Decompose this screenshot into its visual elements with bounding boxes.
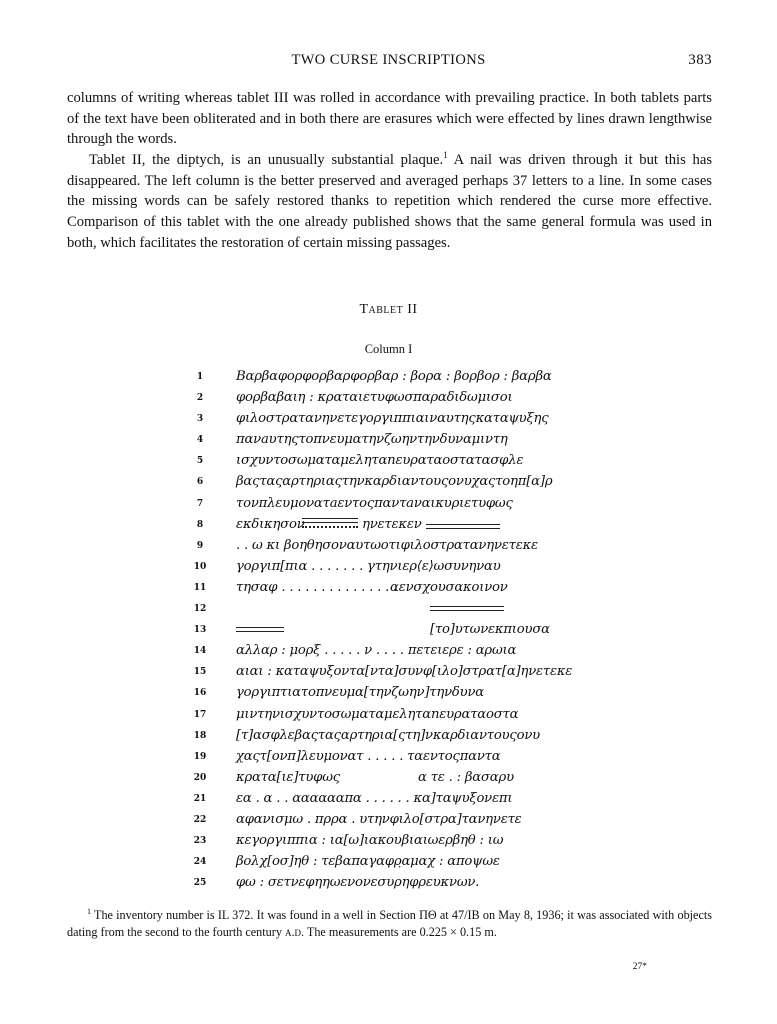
line-number: 16	[193, 688, 207, 699]
inscription-line	[190, 600, 550, 621]
line-number: 4	[196, 435, 204, 446]
paragraph-2-lead: Tablet II, the diptych, is an unusually substantial plaque.	[89, 152, 444, 168]
inscription-line	[190, 410, 550, 431]
erasure-lines	[236, 627, 284, 632]
line-number: 1	[196, 372, 204, 382]
footnote-reference[interactable]: 1	[443, 150, 448, 161]
line-number: 5	[196, 456, 204, 467]
line-text: φορβαβαιη : κραταιετυφωσπαραδιδωμισοι	[236, 390, 513, 406]
paragraph-2	[67, 150, 712, 254]
inscription-line	[190, 811, 550, 832]
line-number: 12	[193, 604, 207, 615]
inscription-line	[190, 727, 550, 748]
line-number: 20	[193, 772, 207, 783]
footnote-body-b: The measurements are 0.225 × 0.15 m.	[304, 925, 497, 939]
footnote	[67, 907, 712, 941]
running-title: TWO CURSE INSCRIPTIONS	[291, 52, 486, 68]
line-number: 19	[193, 751, 207, 762]
inscription-line	[190, 642, 550, 663]
paragraph-1	[67, 88, 712, 150]
line-number: 6	[196, 477, 204, 488]
page-number: 383	[688, 52, 712, 68]
line-text-a: κρατα[ιε]τυφως	[236, 769, 340, 785]
line-number: 21	[193, 793, 207, 804]
paragraph-1-text: columns of writing whereas tablet III was rolled in accordance with prevailing practice. In both tablets parts of the text have been obliterated and in both there are erasures which were effected by lines drawn lengthwise through the words.	[67, 90, 712, 148]
line-text: [τ]ασφλεβαςταςαρτηρια[ςτη]νκαρδιαντουςονυ	[236, 727, 540, 743]
paragraph-2-rest: A nail was driven through it but this has disappeared. The left column is the better preserved and averaged perhaps 37 letters to a line. In some cases the missing words can be safely restored thanks to repetition which rendered the curse more effective. Comparison of this tablet with the one already published shows that the same general formula was used in both, which facilitates the restoration of certain missing passages.	[67, 152, 713, 251]
line-text: μιντηνισχυντοσωματαμεληταnευραταοστα	[236, 706, 519, 722]
line-number: 13	[193, 625, 207, 636]
inscription-line	[190, 748, 550, 769]
footnote-text	[67, 907, 712, 941]
line-number: 24	[193, 857, 207, 868]
inscription-line	[190, 790, 550, 811]
signature-mark: 27*	[632, 962, 647, 972]
line-text-b: ηνετεκεν	[362, 516, 422, 532]
line-text: τονπλευμονατaεντοςπαντaναικυριετυφως	[236, 495, 513, 511]
line-text: γοργιπτιατοπνευμα[τηνζωην]τηνδυνα	[236, 685, 484, 701]
line-text: εα . α . . ααααααπα . . . . . . κα]ταψυξονεπι	[236, 790, 513, 806]
line-number: 25	[193, 878, 207, 889]
line-text: φιλοστρατανηνετεγοργιππιαιναυτηςκαταψυξης	[236, 411, 549, 427]
line-number: 9	[196, 540, 204, 551]
erasure-lines	[302, 518, 358, 523]
line-number: 15	[193, 667, 207, 678]
line-text-a: εκδικησον	[236, 516, 305, 532]
inscription-lines	[190, 368, 573, 895]
line-text: Βαρβαφορφορβαρφορβαρ : βορα : βορβορ : βαρβα	[236, 369, 552, 384]
line-text: αφανισμω . πρρα . υτηνφιλο[στρα]τανηνετε	[236, 811, 522, 827]
line-text-b: α τε . : βασαρυ	[418, 769, 514, 785]
line-number: 14	[193, 646, 207, 657]
inscription-line	[190, 368, 550, 389]
line-text: χαςτ[ονπ]λευμονατ . . . . . ταεντοςπαντα	[236, 748, 501, 764]
inscription-line	[190, 431, 550, 452]
line-number: 7	[196, 498, 204, 509]
line-text: βαςταςαρτηριαςτηνκαρδιαντουςονυχαςτοηπ[α]ρ	[236, 474, 553, 490]
paragraph-2-text	[67, 150, 712, 254]
inscription-line	[190, 389, 550, 410]
inscription-line	[190, 706, 550, 727]
line-text: βολχ[οσ]ηθ : τεβαπαγαφρ̣αμαχ : αποψωε	[236, 854, 500, 870]
line-number: 17	[193, 709, 207, 720]
tablet-heading: Tablet II	[359, 302, 418, 317]
line-number: 11	[193, 582, 207, 593]
inscription-line	[190, 853, 550, 874]
inscription-line	[190, 537, 550, 558]
line-text: γοργιπ[πια . . . . . . . γτηνιερ⟨ε⟩ωσυνηναυ	[236, 558, 501, 574]
erasure-lines	[430, 606, 504, 611]
inscription-line	[190, 516, 550, 537]
footnote-era: a.d.	[284, 925, 305, 939]
inscription-line	[190, 663, 573, 684]
erasure-lines	[426, 524, 500, 529]
line-text: ισχυντοσωματαμεληταnευραταοστατασφλε	[236, 453, 524, 469]
line-number: 8	[196, 519, 204, 530]
line-text: [το]υτωνεκπιουσα	[430, 622, 550, 638]
line-text-b: αενσχουσακοινον	[390, 579, 508, 595]
line-text-a: τησαφ . . . . . . . . . . . . . . .	[236, 579, 398, 595]
inscription-line	[190, 832, 550, 853]
column-heading: Column I	[364, 342, 413, 356]
line-number: 10	[193, 561, 207, 572]
inscription-line	[190, 452, 550, 473]
line-text: αιαι : καταψυξοντα[ντα]συνφ[ιλο]στρατ[α]ηνετεκε	[236, 664, 573, 680]
inscription-line	[190, 769, 550, 790]
inscription-line	[190, 874, 550, 895]
inscription-line	[190, 558, 550, 579]
line-text: φω : σετνεφηηωενονεσυρηφρευκνων.	[236, 875, 480, 891]
line-number: 23	[193, 836, 207, 847]
line-number: 3	[196, 414, 204, 425]
inscription-line	[190, 495, 550, 516]
line-text: αλλαρ : μορξ . . . . . ν . . . . πετειερε : αρωια	[236, 643, 517, 659]
footnote-body-a: The inventory number is IL 372. It was found in a well in Section ΠΘ at 47/ΙΒ on May 8, 1936; it was associated with objects dating from the second to the fourth century	[67, 908, 712, 939]
inscription-line	[190, 684, 550, 705]
running-head	[0, 52, 777, 72]
line-number: 22	[193, 814, 207, 825]
inscription-line	[190, 473, 553, 494]
line-text: πανaυτηςτοπνευματηνζωηντηνδυναμιντη	[236, 432, 508, 448]
footnote-marker: 1	[87, 906, 91, 916]
inscription-line	[190, 621, 550, 642]
inscription-line	[190, 579, 550, 600]
line-number: 2	[196, 393, 204, 404]
line-text: κεγοργιππια : ια[ω]ιακουβιαιωερβηθ : ιω	[236, 833, 504, 849]
line-text: . . ω κι βοηθησοναυτωοτιφιλοστρατανηνετεκε	[236, 537, 538, 553]
line-number: 18	[193, 730, 207, 741]
